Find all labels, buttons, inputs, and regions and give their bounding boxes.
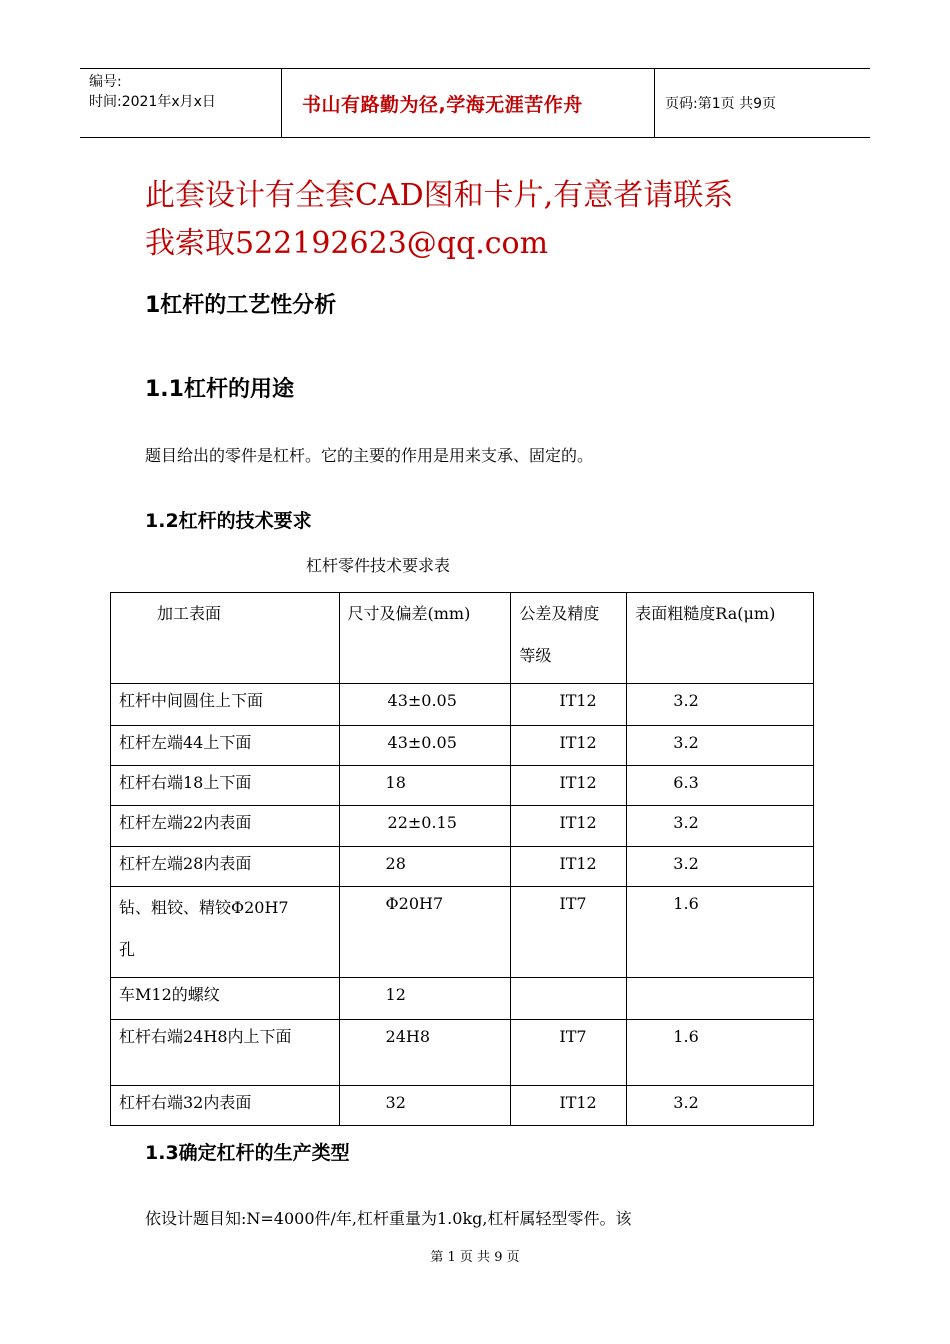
cell-surface: 杠杆中间圆住上下面 [111, 684, 340, 726]
section-heading-1-2: 1.2杠杆的技术要求 [145, 510, 312, 532]
header-motto: 书山有路勤为径,学海无涯苦作舟 [302, 93, 583, 116]
cell-grade: IT7 [511, 1020, 627, 1086]
cell-grade: IT12 [511, 1086, 627, 1126]
cell-surface: 杠杆左端44上下面 [111, 726, 340, 766]
cell-surface: 杠杆右端18上下面 [111, 766, 340, 806]
header-cell-grade [511, 593, 627, 684]
section-heading-1-3: 1.3确定杠杆的生产类型 [145, 1142, 350, 1164]
table-row [111, 847, 814, 887]
cell-grade: IT12 [511, 684, 627, 726]
cell-ra: 3.2 [627, 806, 814, 847]
cell-size: 43±0.05 [339, 726, 511, 766]
cell-ra [627, 978, 814, 1020]
cell-surface-line-2: 孔 [119, 940, 136, 959]
table-row [111, 684, 814, 726]
cell-ra: 6.3 [627, 766, 814, 806]
table-header-row [111, 593, 814, 684]
table-caption: 杠杆零件技术要求表 [306, 556, 451, 575]
cell-size: 28 [339, 847, 511, 887]
cell-ra: 3.2 [627, 847, 814, 887]
cell-size: 32 [339, 1086, 511, 1126]
header-motto-cell [282, 69, 655, 137]
header-meta [80, 69, 282, 137]
cell-surface: 杠杆右端32内表面 [111, 1086, 340, 1126]
cell-size: Φ20H7 [339, 887, 511, 978]
cell-surface: 杠杆左端28内表面 [111, 847, 340, 887]
header-grade-line-1: 公差及精度 [519, 604, 600, 623]
cell-ra: 3.2 [627, 1086, 814, 1126]
number-label: 编号: [89, 74, 122, 90]
table-row [111, 726, 814, 766]
cell-grade: IT7 [511, 887, 627, 978]
page-header [80, 68, 870, 138]
notice-line-2: 我索取522192623@qq.com [145, 226, 549, 261]
section-heading-1: 1杠杆的工艺性分析 [145, 293, 337, 318]
cell-size: 43±0.05 [339, 684, 511, 726]
paragraph-usage: 题目给出的零件是杠杆。它的主要的作用是用来支承、固定的。 [145, 446, 594, 465]
cell-grade: IT12 [511, 806, 627, 847]
tech-requirements-table [110, 592, 814, 1126]
cell-ra: 1.6 [627, 1020, 814, 1086]
cell-size: 24H8 [339, 1020, 511, 1086]
header-cell-roughness: 表面粗糙度Ra(μm) [627, 593, 814, 684]
time-label: 时间:2021年x月x日 [89, 94, 216, 110]
table-row [111, 1086, 814, 1126]
cell-ra: 3.2 [627, 726, 814, 766]
section-heading-1-1: 1.1杠杆的用途 [145, 377, 294, 402]
table-row [111, 1020, 814, 1086]
cell-grade: IT12 [511, 766, 627, 806]
cell-surface: 杠杆右端24H8内上下面 [111, 1020, 340, 1086]
table-row [111, 806, 814, 847]
cell-surface [111, 887, 340, 978]
cell-size: 22±0.15 [339, 806, 511, 847]
table-row [111, 978, 814, 1020]
table-row [111, 766, 814, 806]
cad-notice [145, 172, 845, 268]
table-row [111, 887, 814, 978]
cell-grade: IT12 [511, 847, 627, 887]
cell-size: 18 [339, 766, 511, 806]
header-grade-line-2: 等级 [519, 646, 552, 665]
cell-ra: 1.6 [627, 887, 814, 978]
cell-surface: 杠杆左端22内表面 [111, 806, 340, 847]
header-page-info: 页码:第1页 共9页 [665, 96, 776, 112]
cell-surface: 车M12的螺纹 [111, 978, 340, 1020]
cell-surface-line-1: 钻、粗铰、精铰Φ20H7 [119, 898, 289, 917]
header-cell-size: 尺寸及偏差(mm) [339, 593, 511, 684]
notice-line-1: 此套设计有全套CAD图和卡片,有意者请联系 [145, 178, 734, 213]
paragraph-production-type: 依设计题目知:N=4000件/年,杠杆重量为1.0kg,杠杆属轻型零件。该 [145, 1209, 632, 1228]
cell-ra: 3.2 [627, 684, 814, 726]
header-cell-surface: 加工表面 [111, 593, 340, 684]
cell-size: 12 [339, 978, 511, 1020]
cell-grade [511, 978, 627, 1020]
cell-grade: IT12 [511, 726, 627, 766]
page-footer: 第 1 页 共 9 页 [430, 1250, 520, 1265]
